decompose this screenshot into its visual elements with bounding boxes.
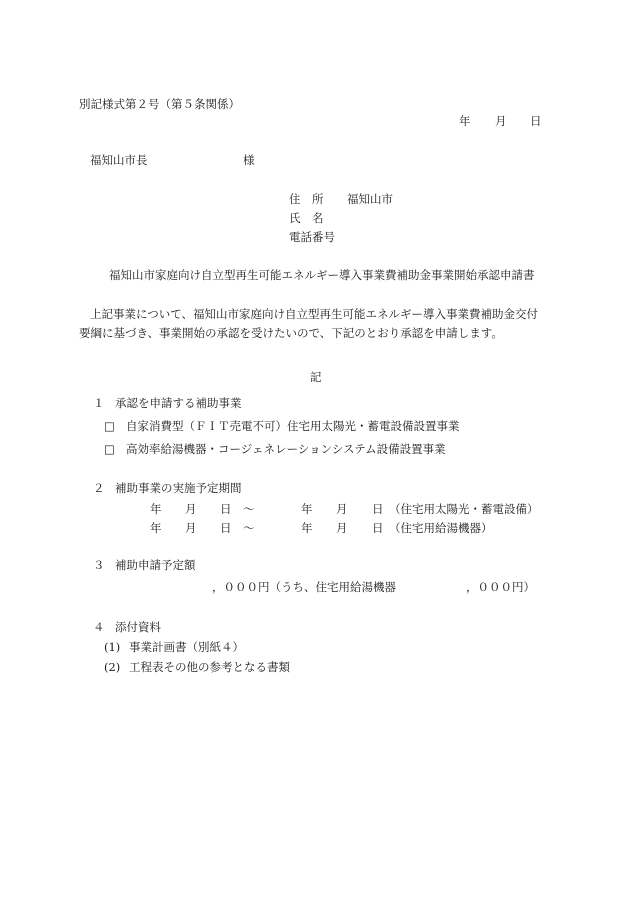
period2-end-month: 月 xyxy=(336,521,348,535)
address-value: 福知山市 xyxy=(347,192,393,206)
address-label: 住 所 xyxy=(289,192,324,206)
section4-heading: 添付資料 xyxy=(115,620,161,634)
section2-number: ２ xyxy=(93,481,105,495)
ki-heading: 記 xyxy=(310,370,322,384)
section3-number: ３ xyxy=(93,558,105,572)
attachment1-number: (1) xyxy=(104,640,121,654)
date-day-label: 日 xyxy=(530,114,542,128)
section1-option2-checkbox[interactable]: □ xyxy=(104,442,115,456)
amount-main: ，０００円（うち、住宅用給湯機器 xyxy=(212,580,396,594)
attachment2-label: 工程表その他の参考となる書類 xyxy=(129,660,290,674)
section3-heading: 補助申請予定額 xyxy=(115,558,196,572)
period1-start-year: 年 xyxy=(150,502,162,516)
addressee-name: 福知山市長 xyxy=(90,153,148,167)
section1-option1-checkbox[interactable]: □ xyxy=(104,419,115,433)
body-line-2: 要綱に基づき、事業開始の承認を受けたいので、下記のとおり承認を申請します。 xyxy=(79,326,503,340)
period2-note: （住宅用給湯機器） xyxy=(389,521,493,535)
section4-number: ４ xyxy=(93,620,105,634)
period1-start-day: 日 xyxy=(220,502,232,516)
period2-tilde: ～ xyxy=(243,521,255,535)
period1-tilde: ～ xyxy=(243,502,255,516)
period1-start-month: 月 xyxy=(185,502,197,516)
period1-end-day: 日 xyxy=(372,502,384,516)
period2-start-day: 日 xyxy=(220,521,232,535)
phone-label: 電話番号 xyxy=(289,230,335,244)
name-label: 氏 名 xyxy=(289,211,324,225)
period1-note: （住宅用太陽光・蓄電設備） xyxy=(389,502,539,516)
period2-end-day: 日 xyxy=(372,521,384,535)
section1-number: １ xyxy=(93,396,105,410)
date-year-label: 年 xyxy=(459,114,471,128)
section1-heading: 承認を申請する補助事業 xyxy=(115,396,242,410)
attachment1-label: 事業計画書（別紙４） xyxy=(129,640,244,654)
period2-end-year: 年 xyxy=(301,521,313,535)
date-month-label: 月 xyxy=(495,114,507,128)
addressee-honorific: 様 xyxy=(243,153,255,167)
body-line-1: 上記事業について、福知山市家庭向け自立型再生可能エネルギー導入事業費補助金交付 xyxy=(90,307,539,321)
section1-option1-label: 自家消費型（ＦＩＴ売電不可）住宅用太陽光・蓄電設備設置事業 xyxy=(126,419,460,433)
period1-end-month: 月 xyxy=(336,502,348,516)
attachment2-number: (2) xyxy=(104,660,121,674)
section2-heading: 補助事業の実施予定期間 xyxy=(115,481,242,495)
period1-end-year: 年 xyxy=(301,502,313,516)
amount-sub: ，０００円） xyxy=(466,580,535,594)
period2-start-month: 月 xyxy=(185,521,197,535)
period2-start-year: 年 xyxy=(150,521,162,535)
section1-option2-label: 高効率給湯機器・コージェネレーションシステム設備設置事業 xyxy=(126,442,446,456)
document-title: 福知山市家庭向け自立型再生可能エネルギー導入事業費補助金事業開始承認申請書 xyxy=(109,268,535,282)
form-number: 別記様式第２号（第５条関係） xyxy=(79,97,240,111)
